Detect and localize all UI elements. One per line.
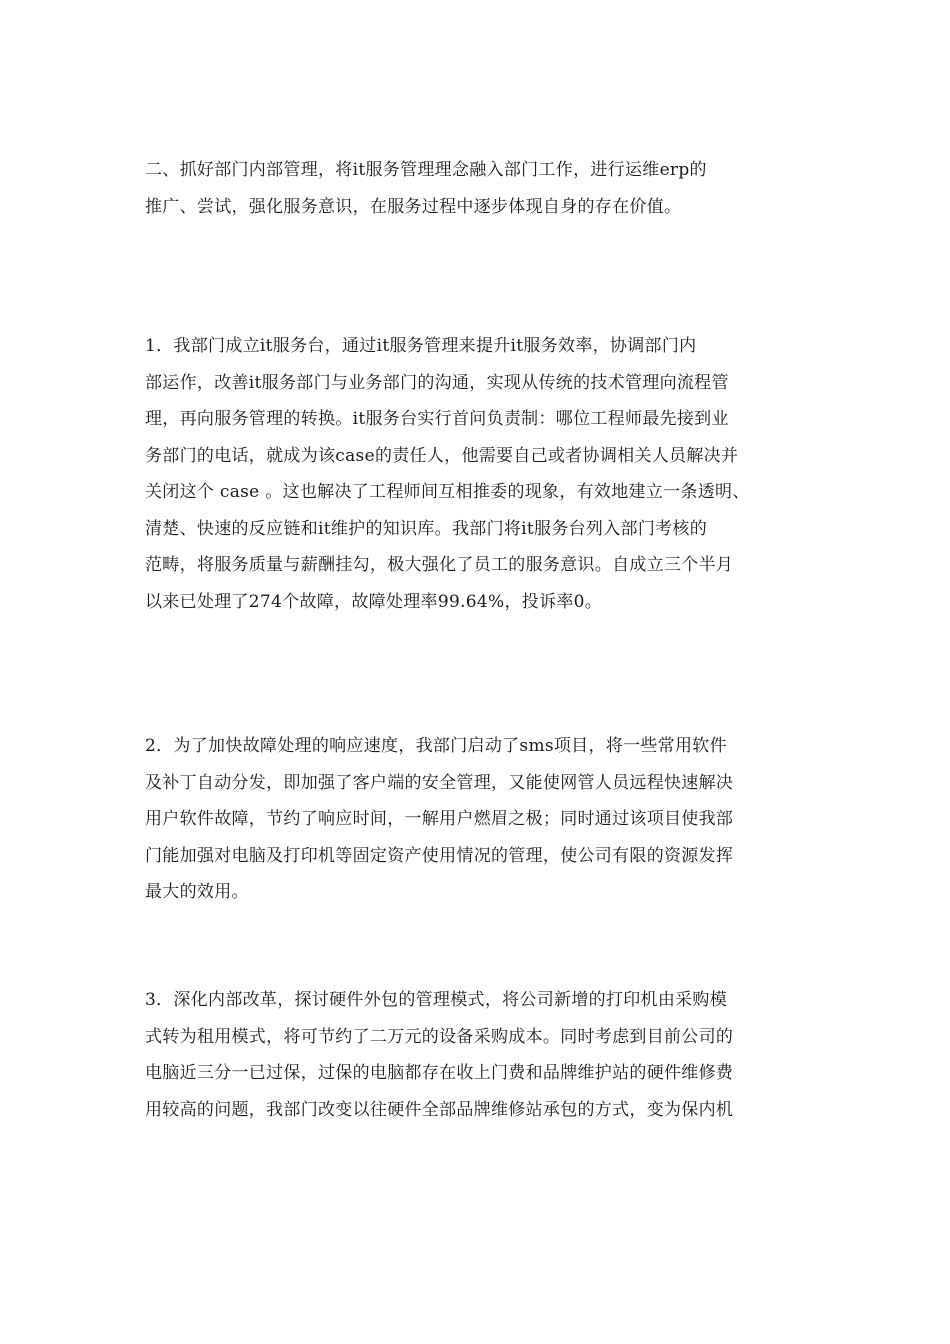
- text-line: 1．我部门成立it服务台，通过it服务管理来提升it服务效率，协调部门内: [145, 336, 697, 356]
- text-line: 电脑近三分一已过保，过保的电脑都存在收上门费和品牌维护站的硬件维修费: [145, 1063, 734, 1083]
- text-line: 最大的效用。: [145, 882, 249, 902]
- paragraph-item-1: [145, 328, 800, 620]
- text-line: 务部门的电话，就成为该case的责任人，他需要自己或者协调相关人员解决并: [145, 445, 739, 466]
- text-line: 理，再向服务管理的转换。it服务台实行首问负责制：哪位工程师最先接到业: [145, 409, 729, 429]
- text-line: 二、抓好部门内部管理，将it服务管理理念融入部门工作，进行运维erp的: [145, 160, 707, 180]
- text-line: 范畴，将服务质量与薪酬挂勾，极大强化了员工的服务意识。自成立三个半月: [145, 555, 734, 575]
- text-line: 2．为了加快故障处理的响应速度，我部门启动了sms项目，将一些常用软件: [145, 736, 727, 756]
- text-line: 推广、尝试，强化服务意识，在服务过程中逐步体现自身的存在价值。: [145, 196, 682, 217]
- text-line: 用户软件故障，节约了响应时间，一解用户燃眉之极；同时通过该项目使我部: [145, 809, 734, 829]
- paragraph-item-2: [145, 728, 800, 911]
- text-line: 以来已处理了274个故障，故障处理率99.64%，投诉率0。: [145, 591, 603, 612]
- paragraph-section-2-heading: [145, 152, 800, 225]
- paragraph-item-3: [145, 982, 800, 1128]
- text-line: 及补丁自动分发，即加强了客户端的安全管理，又能使网管人员远程快速解决: [145, 772, 734, 793]
- text-line: 用较高的问题，我部门改变以往硬件全部品牌维修站承包的方式，变为保内机: [145, 1099, 734, 1120]
- text-line: 式转为租用模式，将可节约了二万元的设备采购成本。同时考虑到目前公司的: [145, 1026, 734, 1047]
- text-line: 部运作，改善it服务部门与业务部门的沟通，实现从传统的技术管理向流程管: [145, 372, 729, 393]
- text-line: 关闭这个 case 。这也解决了工程师间互相推委的现象，有效地建立一条透明、: [145, 482, 750, 502]
- text-line: 门能加强对电脑及打印机等固定资产使用情况的管理，使公司有限的资源发挥: [145, 845, 734, 866]
- text-line: 清楚、快速的反应链和it维护的知识库。我部门将it服务台列入部门考核的: [145, 518, 708, 539]
- text-line: 3．深化内部改革，探讨硬件外包的管理模式，将公司新增的打印机由采购模: [145, 990, 728, 1010]
